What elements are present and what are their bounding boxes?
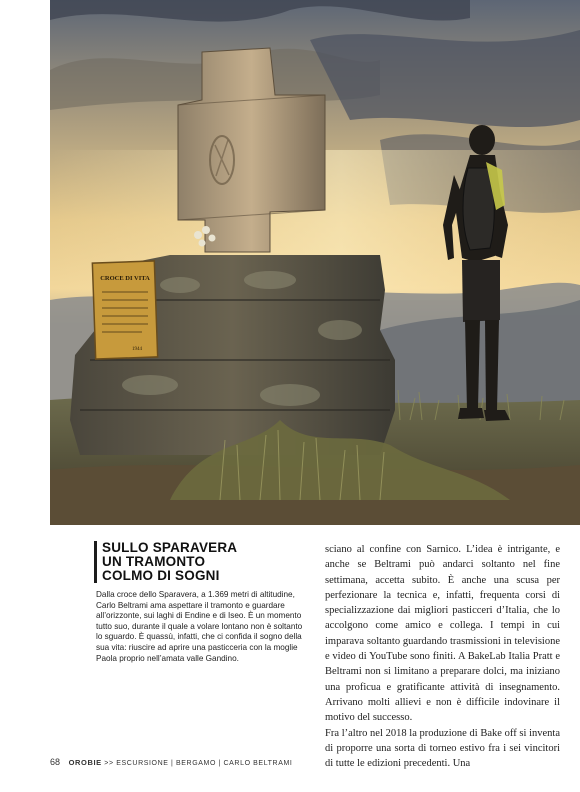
article-intro <box>94 541 306 664</box>
article-lead: Dalla croce dello Sparavera, a 1.369 metri di altitudine, Carlo Beltrami ama aspettare il tramonto e guardare all’orizzonte, sui laghi di Endine e di Iseo. È un momento tutto suo, durante il quale a volare lontano non è soltanto lo sguardo. È quassù, infatti, che ci confida il sogno della sua vita: riuscire ad aprire una pasticceria con la moglie Paola proprio nell’amata valle Gandino. <box>96 590 303 663</box>
body-paragraph: Fra l’altro nel 2018 la produzione di Bake off si inventa di proporre una sorta di torneo estivo fra i sei vincitori di tutte le edizioni precedenti. Una <box>325 727 560 770</box>
article-headline <box>94 541 306 583</box>
sunset-summit-photo <box>50 0 580 525</box>
headline-line-2: UN TRAMONTO <box>102 554 206 569</box>
section-path: >> ESCURSIONE | BERGAMO | CARLO BELTRAMI <box>104 760 293 767</box>
headline-line-1: SULLO SPARAVERA <box>102 540 238 555</box>
page-number: 68 <box>50 757 61 767</box>
plaque-year: 1944 <box>132 347 142 352</box>
headline-line-3: COLMO DI SOGNI <box>102 568 220 583</box>
article-body <box>325 542 560 771</box>
magazine-name: OROBIE <box>68 758 102 767</box>
plaque-title: CROCE DI VITA <box>100 275 150 282</box>
body-paragraph: sciano al confine con Sarnico. L’idea è intrigante, e anche se Beltrami può andarci soltanto nel fine settimana, accetta subito. È anche una scusa per perfezionare la tecnica e, infatti, frequenta corsi di specializzazione dai migliori pasticceri d’Italia, che lo accolgono come amico e collega. I tempi in cui imparava soltanto guardando trasmissioni in televisione e video di YouTube sono finiti. A BakeLab Italia Pratt e Beltrami non si limitano a preparare dolci, ma iniziano una proficua e gratificante attività di insegnamento. Arrivano molti allievi e non è difficile indovinare il motivo del successo. <box>325 544 560 724</box>
page-footer <box>50 757 550 767</box>
